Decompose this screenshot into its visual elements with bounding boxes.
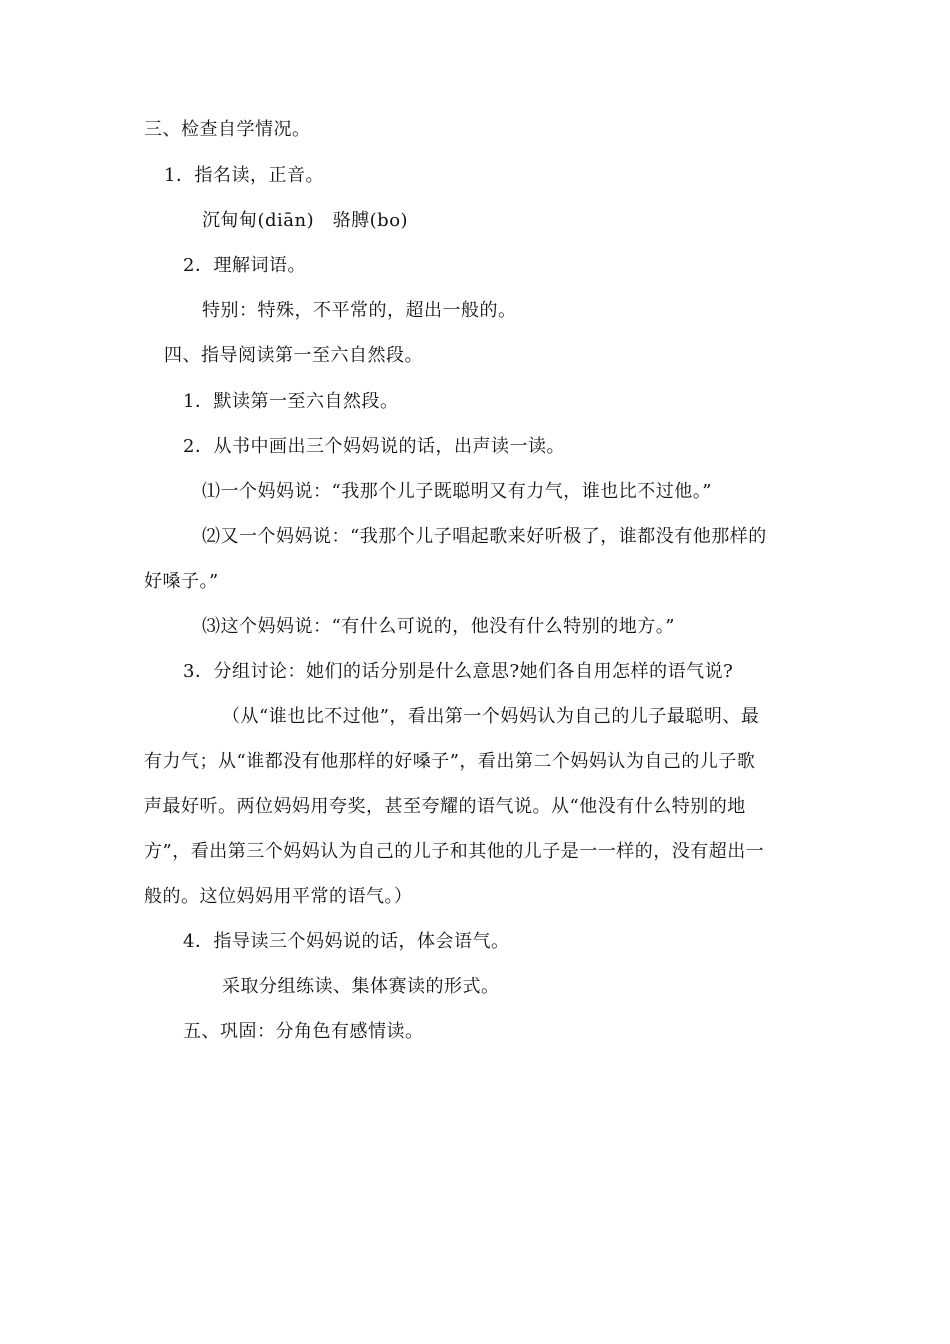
discussion-answer-line-2: 有力气；从“谁都没有他那样的好嗓子”，看出第二个妈妈认为自己的儿子歌 [144, 751, 756, 772]
item-2-heading: 2．理解词语。 [183, 255, 306, 276]
word-definition: 特别：特殊，不平常的，超出一般的。 [202, 300, 517, 321]
section-heading-5: 五、巩固：分角色有感情读。 [183, 1021, 424, 1042]
quote-2-line-1: ⑵又一个妈妈说：“我那个儿子唱起歌来好听极了，谁都没有他那样的 [202, 526, 767, 547]
discussion-answer-line-3: 声最好听。两位妈妈用夸奖，甚至夸耀的语气说。从“他没有什么特别的地 [144, 796, 746, 817]
section-heading-4: 四、指导阅读第一至六自然段。 [164, 345, 423, 366]
quote-2-line-2: 好嗓子。” [144, 571, 219, 592]
reading-step-2: 2．从书中画出三个妈妈说的话，出声读一读。 [183, 436, 565, 457]
discussion-answer-line-1: （从“谁也比不过他”，看出第一个妈妈认为自己的儿子最聪明、最 [222, 706, 760, 727]
section-heading-3: 三、检查自学情况。 [144, 119, 311, 140]
reading-step-4: 4．指导读三个妈妈说的话，体会语气。 [183, 931, 510, 952]
item-1-heading: 1．指名读，正音。 [164, 165, 324, 186]
discussion-answer-line-5: 般的。这位妈妈用平常的语气。） [144, 886, 413, 907]
reading-step-3: 3．分组讨论：她们的话分别是什么意思?她们各自用怎样的语气说? [183, 661, 734, 682]
reading-step-1: 1．默读第一至六自然段。 [183, 391, 399, 412]
discussion-answer-line-4: 方”，看出第三个妈妈认为自己的儿子和其他的儿子是一一样的，没有超出一 [144, 841, 765, 862]
quote-1: ⑴一个妈妈说：“我那个儿子既聪明又有力气，谁也比不过他。” [202, 481, 712, 502]
quote-3: ⑶这个妈妈说：“有什么可说的，他没有什么特别的地方。” [202, 616, 675, 637]
pinyin-words: 沉甸甸(diān) 骆膊(bo) [202, 210, 409, 231]
reading-method: 采取分组练读、集体赛读的形式。 [222, 976, 500, 997]
